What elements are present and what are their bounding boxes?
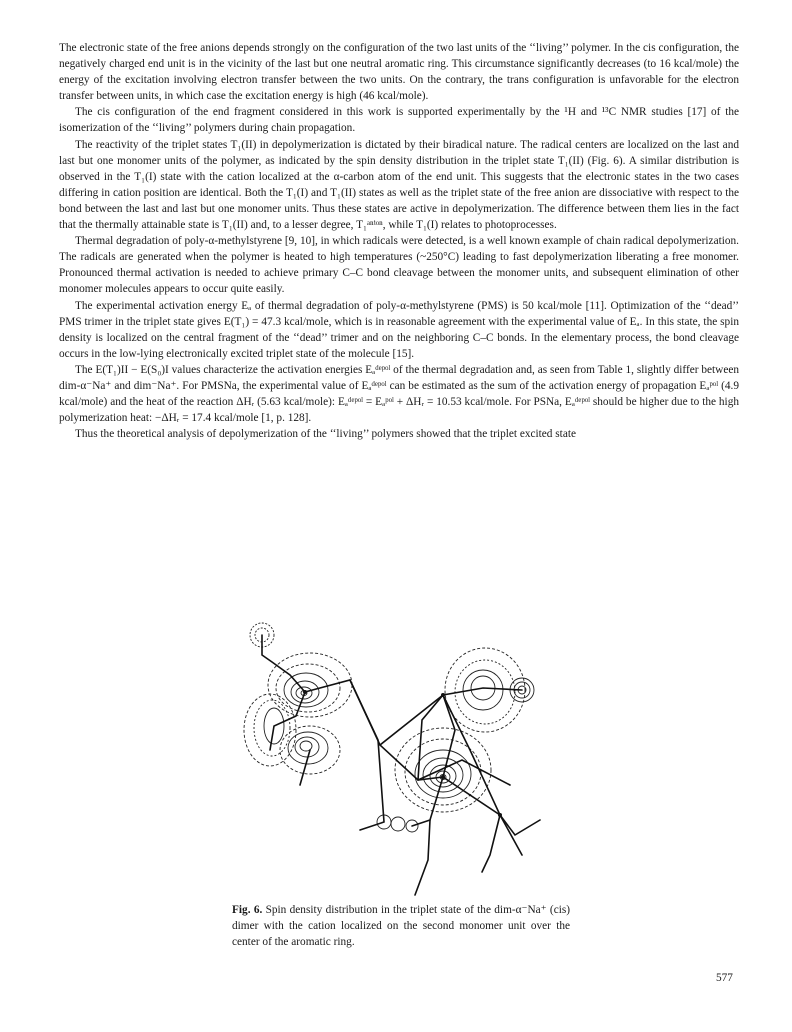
figure-caption [232,902,570,950]
paragraph: The electronic state of the free anions depends strongly on the configuration of the two last units of the ‘‘living’’ polymer. In the cis configuration, the negatively charged end unit is in the vicinity of the last but one neutral aromatic ring. This circumstance significantly decreases (to 16 kcal/mole) the energy of the excitation involving electron transfer between the two units. On the contrary, the trans configuration is unfavorable for the electron transfer between units, in which case the excitation energy is high (46 kcal/mole). [59,42,739,103]
figure-label: Fig. 6. [232,904,263,916]
paragraph: The E(T₁)II − E(S₀)I values characterize the activation energies Eₐᵈᵉᵖᵒˡ of the thermal degradation and, as seen from Table 1, slightly differ between dim-α⁻Na⁺ and dim⁻Na⁺. For PMSNa, the experimental value of Eₐᵈᵉᵖᵒˡ can be estimated as the sum of the activation energy of propagation Eₐᵖᵒˡ (4.9 kcal/mole) and the heat of the reaction ΔHᵣ (5.63 kcal/mole): Eₐᵈᵉᵖᵒˡ = Eₐᵖᵒˡ + ΔHᵣ = 10.53 kcal/mole. For PSNa, Eₐᵈᵉᵖᵒˡ should be higher due to the high polymerization heat: −ΔHᵣ = 17.4 kcal/mole [1, p. 128]. [59,363,739,425]
paragraph: The reactivity of the triplet states T₁(II) in depolymerization is dictated by their biradical nature. The radical centers are localized on the last and last but one monomer units of the polymer, as indicated by the spin density distribution in the triplet state T₁(II) (Fig. 6). A similar distribution is observed in the T₁(I) state with the cation localized at the α-carbon atom of the end unit. This suggests that the electronic states in the two cases differing in cation position are identical. Both the T₁(I) and T₁(II) states as well as the triplet state of the free anion are dissociative with respect to the bond between the last and last but one monomer units. Thus these states are active in depolymerization. The difference between them lies in the fact that the thermally attainable state is T₁(II) and, to a lesser degree, T₁ᵃⁿⁱᵒⁿ, while T₁(I) relates to photoprocesses. [59,138,739,232]
body-text [59,40,739,442]
spin-density-contour-plot [200,600,550,900]
paragraph: Thus the theoretical analysis of depolymerization of the ‘‘living’’ polymers showed that the triplet excited state [75,428,576,441]
paragraph: The cis configuration of the end fragment considered in this work is supported experimentally by the ¹H and ¹³C NMR studies [17] of the isomerization of the ‘‘living’’ polymers during chain propagation. [59,106,739,135]
paragraph: Thermal degradation of poly-α-methylstyrene [9, 10], in which radicals were detected, is a well known example of chain radical depolymerization. The radicals are generated when the polymer is heated to high temperatures (~250°C) leading to fast depolymerization liberating a free monomer. Pronounced thermal activation is needed to achieve primary C–C bond cleavage between the monomer units, and subsequent elimination of other monomer molecules appears to occur quite easily. [59,235,739,296]
spin-density-figure [200,600,550,900]
contour-group [268,653,352,717]
figure-caption-text: Spin density distribution in the triplet state of the dim-α⁻Na⁺ (cis) dimer with the cation localized on the second monomer unit over the center of the aromatic ring. [232,904,571,949]
contour-group [244,694,296,766]
paragraph: The experimental activation energy Eₐ of thermal degradation of poly-α-methylstyrene (PMS) is 50 kcal/mole [11]. Optimization of the ‘‘dead’’ PMS trimer in the triplet state gives E(T₁) = 47.3 kcal/mole, which is in reasonable agreement with the experimental value of Eₐ. In this state, the spin density is localized on the central fragment of the ‘‘dead’’ trimer and on the neighboring C–C bonds. In the elementary process, the bond cleavage occurs in the low-lying electronically excited triplet state of the molecule [15]. [59,299,739,360]
page-number: 577 [716,972,733,984]
molecular-skeleton [262,635,540,895]
